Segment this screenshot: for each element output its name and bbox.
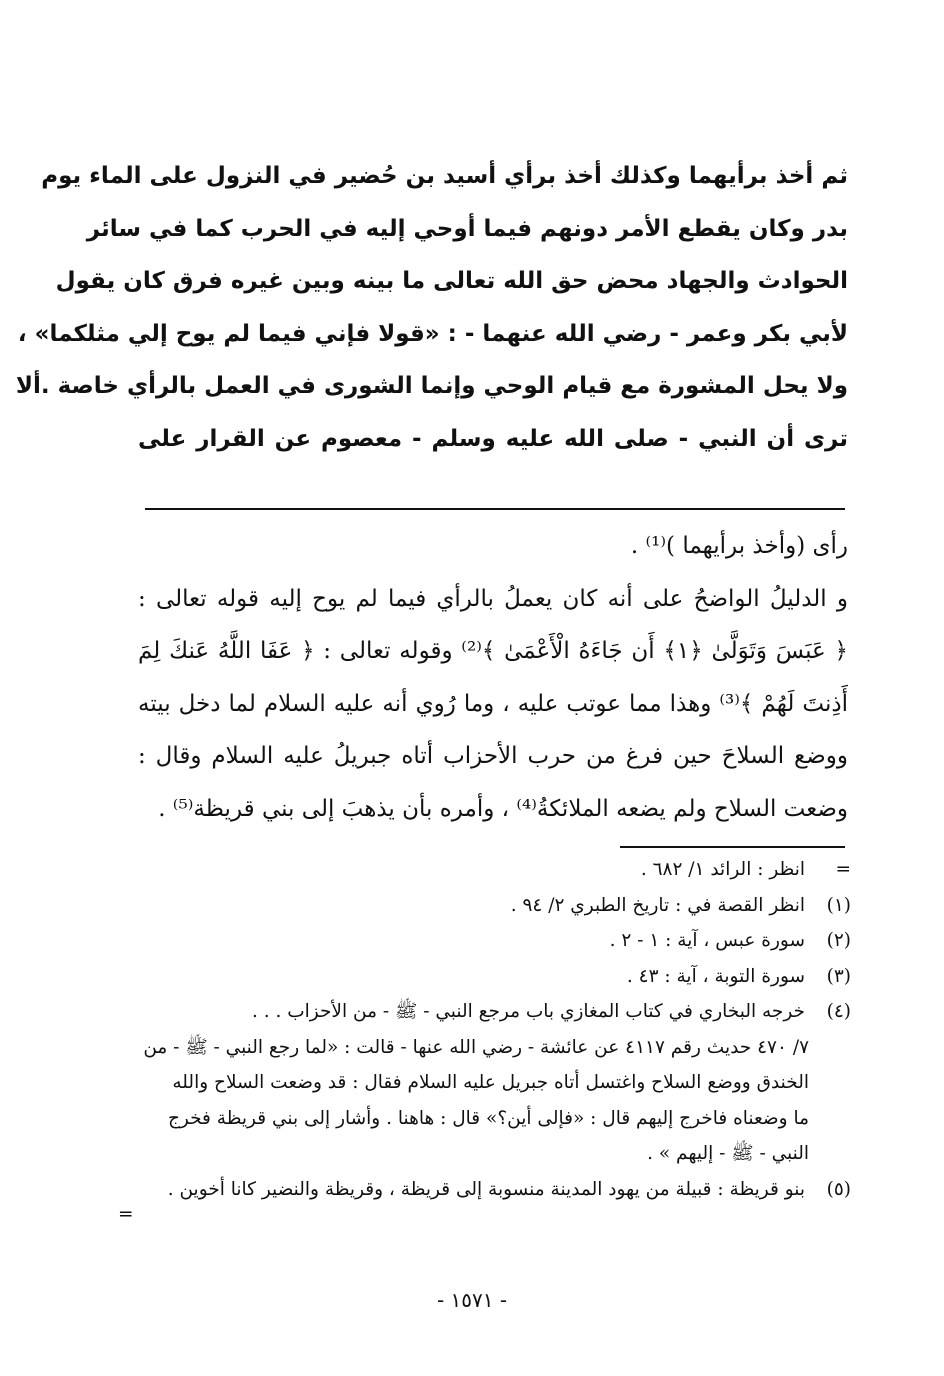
footnote-text: خرجه البخاري في كتاب المغازي باب مرجع النبي - ﷺ - من الأحزاب . . . bbox=[251, 1001, 805, 1022]
upper-line: لأبي بكر وعمر - رضي الله عنهما - : «قولا فإني فيما لم يوح إلي مثلكما» ، bbox=[17, 320, 848, 347]
footnote-continuation: ما وضعناه فاخرج إليهم قال : «فإلى أين؟» قال : هاهنا . وأشار إلى بني قريظة فخرج bbox=[167, 1107, 809, 1129]
footnote-item bbox=[105, 994, 855, 1030]
page-number: - ١٥٧١ - bbox=[436, 1288, 508, 1312]
main-line: ووضع السلاحَ حين فرغ من حرب الأحزاب أتاه جبريلُ عليه السلام وقال : bbox=[138, 743, 848, 769]
footnote-item bbox=[105, 923, 855, 959]
footnote-continuation: الخندق ووضع السلاح واغتسل أتاه جبريل عليه السلام فقال : قد وضعت السلاح والله bbox=[172, 1072, 809, 1093]
footnote-text: انظر القصة في : تاريخ الطبري ٢/ ٩٤ . bbox=[510, 894, 805, 916]
footnote-mark: (٤) bbox=[826, 1001, 851, 1022]
main-line: ﴿ عَبَسَ وَتَوَلَّىٰ ﴿١﴾ أَن جَاءَهُ الْأَعْمَىٰ ﴾⁽²⁾ وقوله تعالى : ﴿ عَفَا اللَّهُ عَنكَ لِمَ bbox=[138, 638, 848, 664]
footnote-carryover bbox=[105, 852, 855, 888]
upper-line: بدر وكان يقطع الأمر دونهم فيما أوحي إليه في الحرب كما في سائر bbox=[86, 215, 848, 242]
main-line: وضعت السلاح ولم يضعه الملائكةُ⁽⁴⁾ ، وأمره بأن يذهبَ إلى بني قريظة⁽⁵⁾ . bbox=[158, 795, 848, 822]
footnote-item bbox=[105, 888, 855, 924]
footnotes bbox=[105, 852, 855, 1207]
footnote-continue-mark: = bbox=[118, 1204, 134, 1225]
footnote-mark: (١) bbox=[826, 894, 851, 916]
footnote-divider bbox=[620, 846, 845, 848]
footnote-mark: (٢) bbox=[826, 930, 851, 951]
footnote-text: انظر : الرائد ١/ ٦٨٢ . bbox=[640, 859, 805, 880]
upper-line: ثم أخذ برأيهما وكذلك أخذ برأي أسيد بن حُضير في النزول على الماء يوم bbox=[41, 163, 848, 189]
footnote-item bbox=[105, 1172, 855, 1208]
main-paragraph bbox=[138, 520, 848, 835]
upper-line: الحوادث والجهاد محض حق الله تعالى ما بينه وبين غيره فرق كان يقول bbox=[55, 268, 848, 294]
upper-paragraph bbox=[15, 150, 848, 465]
footnote-item bbox=[105, 959, 855, 995]
footnote-mark: (٣) bbox=[826, 965, 851, 987]
upper-line: ترى أن النبي - صلى الله عليه وسلم - معصوم عن القرار على bbox=[138, 425, 848, 452]
main-line: أَذِنتَ لَهُمْ ﴾⁽³⁾ وهذا مما عوتب عليه ، وما رُوي أنه عليه السلام لما دخل بيته bbox=[138, 690, 848, 717]
footnote-continuation: ٧/ ٤٧٠ حديث رقم ٤١١٧ عن عائشة - رضي الله عنها - قالت : «لما رجع النبي - ﷺ - من bbox=[143, 1036, 809, 1058]
footnote-mark: (٥) bbox=[826, 1178, 851, 1200]
footnote-continuation: النبي - ﷺ - إليهم » . bbox=[647, 1143, 809, 1164]
footnote-text: سورة التوبة ، آية : ٤٣ . bbox=[626, 965, 805, 987]
main-line: و الدليلُ الواضحُ على أنه كان يعملُ بالرأي فيما لم يوح إليه قوله تعالى : bbox=[138, 585, 848, 612]
footnote-text: بنو قريظة : قبيلة من يهود المدينة منسوبة إلى قريظة ، وقريظة والنضير كانا أخوين . bbox=[167, 1178, 805, 1200]
footnote-text: سورة عبس ، آية : ١ - ٢ . bbox=[609, 930, 805, 951]
section-divider bbox=[145, 508, 845, 510]
upper-line: ولا يحل المشورة مع قيام الوحي وإنما الشورى في العمل بالرأي خاصة .ألا bbox=[15, 373, 848, 399]
footnote-mark: = bbox=[835, 859, 851, 880]
main-line: رأى (وأخذ برأيهما )⁽¹⁾ . bbox=[630, 533, 848, 559]
